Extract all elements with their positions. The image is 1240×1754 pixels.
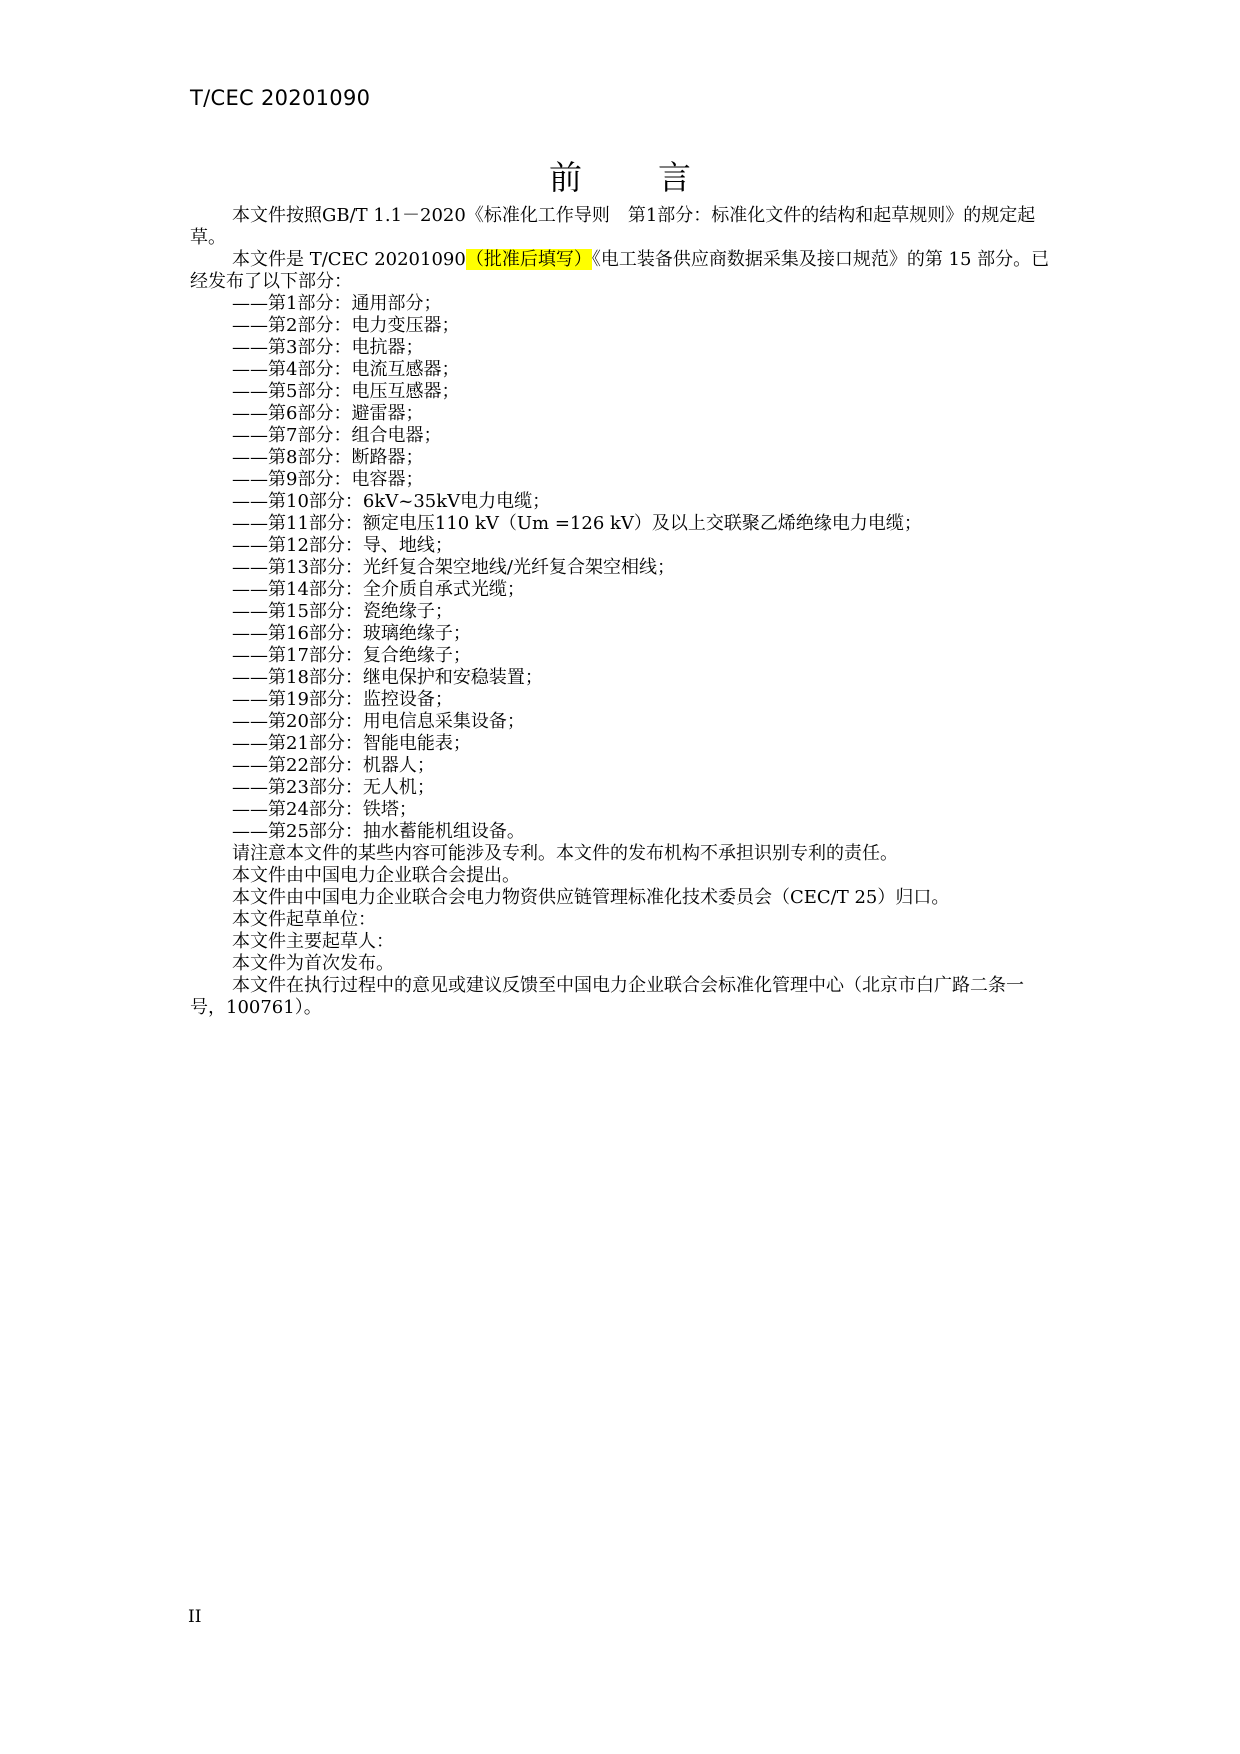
paragraph-feedback: 本文件在执行过程中的意见或建议反馈至中国电力企业联合会标准化管理中心（北京市白广路二条一号，100761）。 [190,975,1024,1018]
list-item: ——第8部分：断路器； [232,447,424,468]
list-item: ——第23部分：无人机； [232,777,435,798]
list-item: ——第12部分：导、地线； [232,535,453,556]
paragraph-first-release: 本文件为首次发布。 [232,953,394,974]
list-item: ——第7部分：组合电器； [232,425,442,446]
list-item: ——第16部分：玻璃绝缘子； [232,623,471,644]
page-number: II [188,1607,202,1627]
list-item: ——第15部分：瓷绝缘子； [232,601,453,622]
list-item: ——第17部分：复合绝缘子； [232,645,471,666]
list-item: ——第2部分：电力变压器； [232,315,460,336]
list-item: ——第13部分：光纤复合架空地线/光纤复合架空相线； [232,557,675,578]
parts-list [190,293,1058,843]
list-item: ——第22部分：机器人； [232,755,435,776]
paragraph-drafting-units: 本文件起草单位： [232,909,376,930]
paragraph-drafters: 本文件主要起草人： [232,931,394,952]
paragraph-drafting-rules: 本文件按照GB/T 1.1－2020《标准化工作导则 第1部分：标准化文件的结构和起草规则》的规定起草。 [190,205,1036,248]
list-item: ——第3部分：电抗器； [232,337,424,358]
list-item: ——第5部分：电压互感器； [232,381,460,402]
list-item: ——第4部分：电流互感器； [232,359,460,380]
paragraph-patent-notice: 请注意本文件的某些内容可能涉及专利。本文件的发布机构不承担识别专利的责任。 [232,843,898,864]
list-item: ——第24部分：铁塔； [232,799,417,820]
list-item: ——第18部分：继电保护和安稳装置； [232,667,543,688]
paragraph-committee: 本文件由中国电力企业联合会电力物资供应链管理标准化技术委员会（CEC/T 25）归口。 [232,887,950,908]
list-item: ——第19部分：监控设备； [232,689,453,710]
page-title [0,156,1240,200]
foreword-body [190,205,1058,1019]
highlighted-placeholder: （批准后填写） [465,249,592,270]
list-item: ——第1部分：通用部分； [232,293,442,314]
paragraph-part-statement [190,249,1058,293]
title-char-2: 言 [658,158,691,197]
paragraph-proposer: 本文件由中国电力企业联合会提出。 [232,865,520,886]
list-item: ——第20部分：用电信息采集设备； [232,711,525,732]
part-statement-prefix: 本文件是 T/CEC 20201090 [232,249,466,270]
list-item: ——第9部分：电容器； [232,469,424,490]
list-item: ——第21部分：智能电能表； [232,733,471,754]
list-item: ——第14部分：全介质自承式光缆； [232,579,525,600]
list-item: ——第25部分：抽水蓄能机组设备。 [232,821,525,842]
document-code: T/CEC 20201090 [190,86,371,110]
title-char-1: 前 [549,158,582,197]
list-item: ——第6部分：避雷器； [232,403,424,424]
list-item: ——第10部分：6kV~35kV电力电缆； [232,491,551,512]
list-item: ——第11部分：额定电压110 kV（Um =126 kV）及以上交联聚乙烯绝缘电力电缆； [232,513,922,534]
part-statement-suffix: 《电工装备供应商数据采集及接口规范》的第 15 部分。已经发布了以下部分： [190,249,1050,292]
